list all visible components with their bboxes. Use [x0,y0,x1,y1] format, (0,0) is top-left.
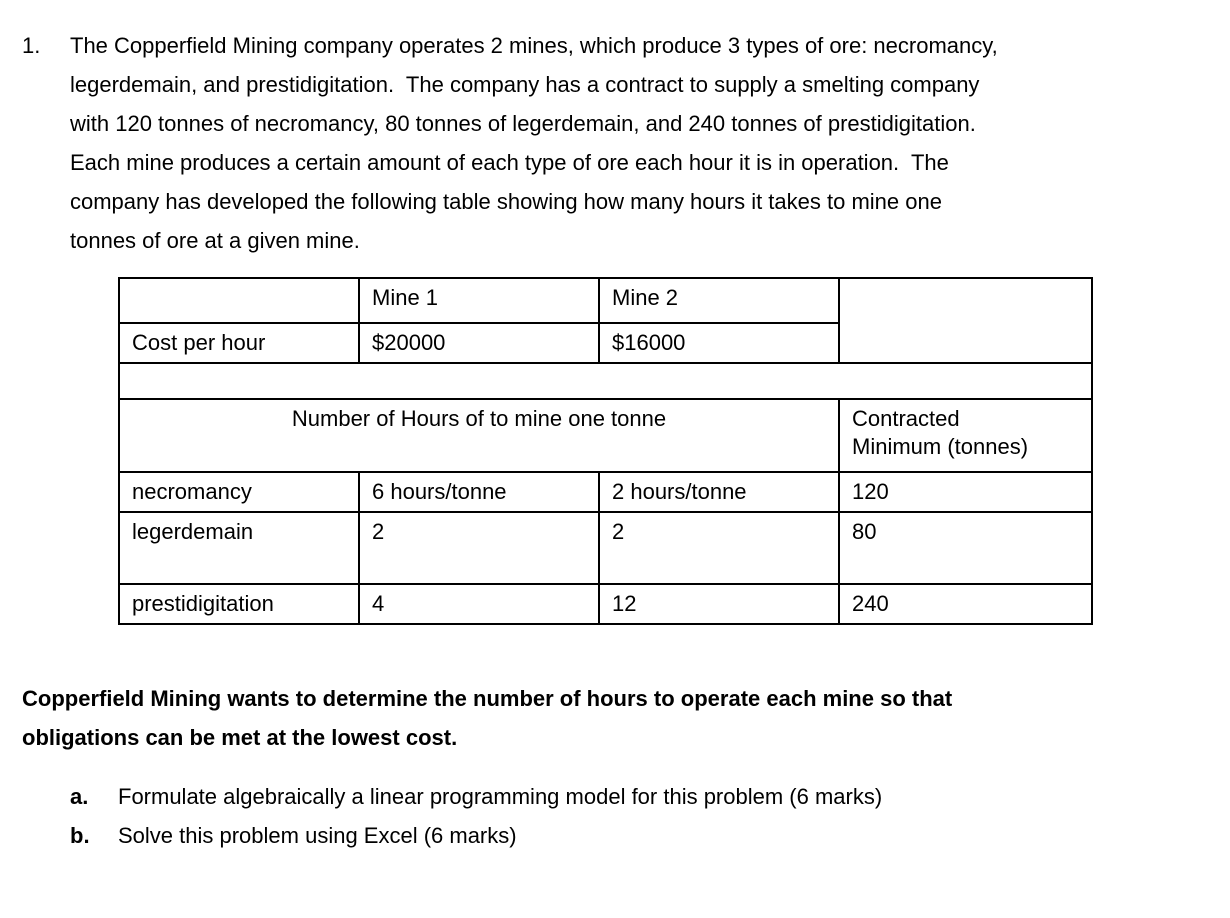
mine-header-row [119,278,1092,323]
mine1-hours-cell: 6 hours/tonne [359,472,599,512]
contracted-minimum-header [839,399,1092,472]
corner-empty-cell [119,278,359,323]
objective-line: obligations can be met at the lowest cost. [22,725,458,750]
top-right-empty-cell [839,278,1092,363]
hours-section-header-row [119,399,1092,472]
task-text: Formulate algebraically a linear programming model for this problem (6 marks) [118,784,883,809]
contracted-header-line2: Minimum (tonnes) [852,434,1029,459]
ore-row [119,472,1092,512]
paragraph-line: The Copperfield Mining company operates 2 mines, which produce 3 types of ore: necromancy, [70,33,998,58]
paragraph-line: with 120 tonnes of necromancy, 80 tonnes of legerdemain, and 240 tonnes of prestidigitation. [70,111,976,136]
contracted-minimum-cell: 80 [839,512,1092,584]
cost-mine1-value: $20000 [359,323,599,363]
paragraph-line: company has developed the following table showing how many hours it takes to mine one [70,189,942,214]
paragraph-line: Each mine produces a certain amount of each type of ore each hour it is in operation. The [70,150,949,175]
ore-name-cell: legerdemain [119,512,359,584]
cost-mine2-value: $16000 [599,323,839,363]
task-text: Solve this problem using Excel (6 marks) [118,823,517,848]
mining-hours-table [118,277,1093,625]
objective-line: Copperfield Mining wants to determine the number of hours to operate each mine so that [22,686,953,711]
task-list [70,777,1208,855]
paragraph-line: tonnes of ore at a given mine. [70,228,360,253]
cost-per-hour-label: Cost per hour [119,323,359,363]
problem-statement [22,26,1208,260]
ore-row [119,512,1092,584]
contracted-minimum-cell: 120 [839,472,1092,512]
spacer-row [119,363,1092,399]
spacer-cell [119,363,1092,399]
ore-name-cell: necromancy [119,472,359,512]
paragraph-line: legerdemain, and prestidigitation. The company has a contract to supply a smelting company [70,72,980,97]
ore-row [119,584,1092,624]
mine2-header: Mine 2 [599,278,839,323]
mine2-hours-cell: 2 hours/tonne [599,472,839,512]
mine1-header: Mine 1 [359,278,599,323]
contracted-header-line1: Contracted [852,406,960,431]
task-label: b. [70,823,90,848]
problem-number: 1. [22,33,41,58]
task-label: a. [70,784,89,809]
hours-section-title: Number of Hours of to mine one tonne [119,399,839,472]
mine2-hours-cell: 2 [599,512,839,584]
objective-statement [22,679,1208,757]
task-item-b [70,816,1208,855]
mine2-hours-cell: 12 [599,584,839,624]
task-item-a [70,777,1208,816]
contracted-minimum-cell: 240 [839,584,1092,624]
mine1-hours-cell: 4 [359,584,599,624]
ore-name-cell: prestidigitation [119,584,359,624]
mine1-hours-cell: 2 [359,512,599,584]
